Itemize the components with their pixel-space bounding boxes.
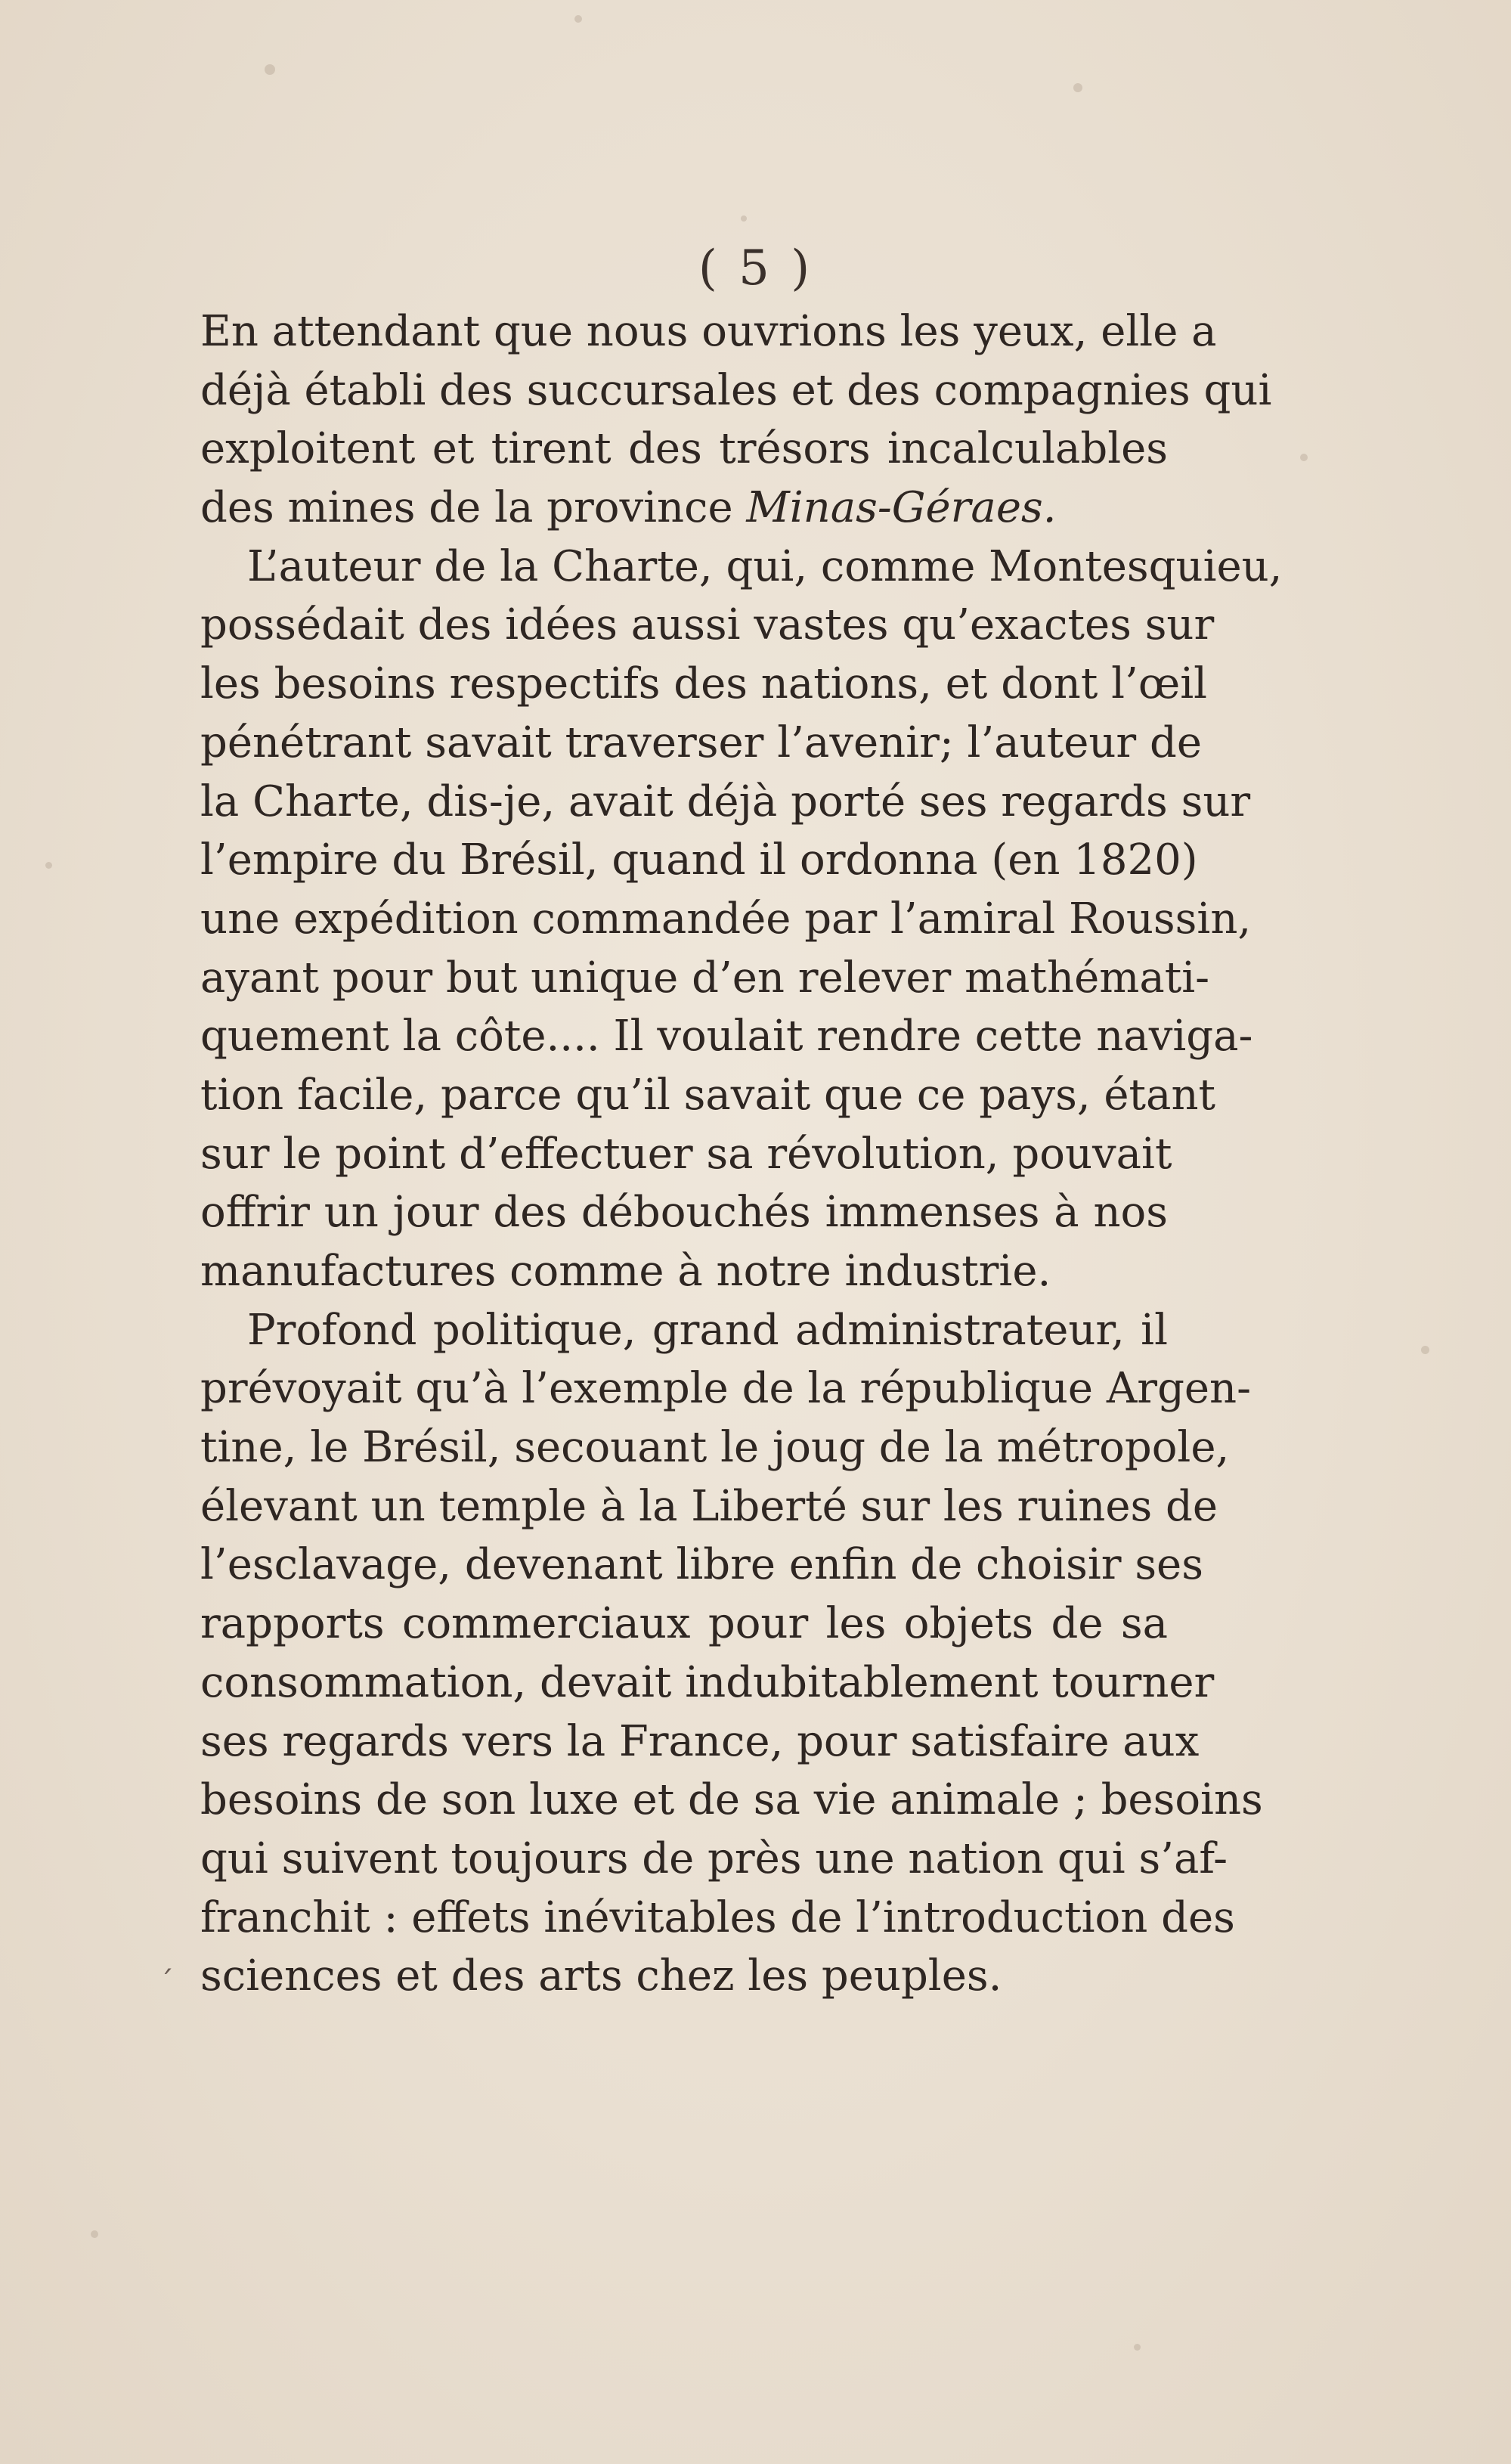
text-line: rapports commerciaux pour les objets de sa xyxy=(200,1599,1168,1649)
text-line: tine, le Brésil, secouant le joug de la métropole, xyxy=(200,1423,1230,1473)
text-line: tion facile, parce qu’il savait que ce pays, étant xyxy=(200,1070,1216,1120)
text-line: la Charte, dis-je, avait déjà porté ses regards sur xyxy=(200,776,1251,826)
paper-speck xyxy=(574,15,582,23)
body-text xyxy=(200,302,1283,2006)
text-run: des mines de la province xyxy=(200,483,747,533)
text-line: pénétrant savait traverser l’avenir; l’auteur de xyxy=(200,718,1202,767)
text-line: besoins de son luxe et de sa vie animale ; besoins xyxy=(200,1775,1263,1825)
text-line: une expédition commandée par l’amiral Roussin, xyxy=(200,894,1252,944)
text-line: sciences et des arts chez les peuples. xyxy=(200,1951,1002,2001)
paper-speck xyxy=(1073,83,1082,92)
paper-speck xyxy=(265,64,275,75)
text-line: ses regards vers la France, pour satisfaire aux xyxy=(200,1716,1200,1766)
paper-speck xyxy=(1134,2344,1141,2351)
paper-speck xyxy=(741,215,747,222)
text-line xyxy=(200,479,1168,538)
stray-ink-mark: ˊ xyxy=(159,1966,174,2001)
text-line: exploitent et tirent des trésors incalculables xyxy=(200,424,1168,474)
text-line: En attendant que nous ouvrions les yeux, elle a xyxy=(200,307,1217,356)
text-line: sur le point d’effectuer sa révolution, pouvait xyxy=(200,1129,1172,1179)
page-number: ( 5 ) xyxy=(698,240,813,296)
text-line: l’esclavage, devenant libre enfin de choisir ses xyxy=(200,1540,1203,1590)
text-line: prévoyait qu’à l’exemple de la république Argen- xyxy=(200,1364,1252,1414)
place-name-italic: Minas-Géraes. xyxy=(746,483,1057,533)
text-line: L’auteur de la Charte, qui, comme Montesquieu, xyxy=(247,541,1283,591)
text-line: franchit : effets inévitables de l’introduction des xyxy=(200,1892,1235,1942)
text-line: les besoins respectifs des nations, et dont l’œil xyxy=(200,659,1208,709)
paper-speck xyxy=(91,2230,98,2238)
paper-speck xyxy=(1421,1346,1429,1354)
text-line: l’empire du Brésil, quand il ordonna (en 1820) xyxy=(200,835,1198,885)
text-line: manufactures comme à notre industrie. xyxy=(200,1247,1051,1296)
text-line: déjà établi des succursales et des compagnies qui xyxy=(200,365,1272,415)
text-line: quement la côte.... Il voulait rendre cette naviga- xyxy=(200,1012,1253,1062)
text-line: qui suivent toujours de près une nation qui s’af- xyxy=(200,1833,1228,1883)
text-line: Profond politique, grand administrateur, il xyxy=(247,1305,1168,1355)
paper-speck xyxy=(1300,454,1308,461)
text-line: offrir un jour des débouchés immenses à nos xyxy=(200,1188,1168,1238)
text-line: élevant un temple à la Liberté sur les ruines de xyxy=(200,1481,1218,1531)
text-line: possédait des idées aussi vastes qu’exactes sur xyxy=(200,600,1215,650)
text-line: ayant pour but unique d’en relever mathémati- xyxy=(200,953,1210,1003)
text-line: consommation, devait indubitablement tourner xyxy=(200,1657,1215,1707)
paper-speck xyxy=(45,862,52,869)
